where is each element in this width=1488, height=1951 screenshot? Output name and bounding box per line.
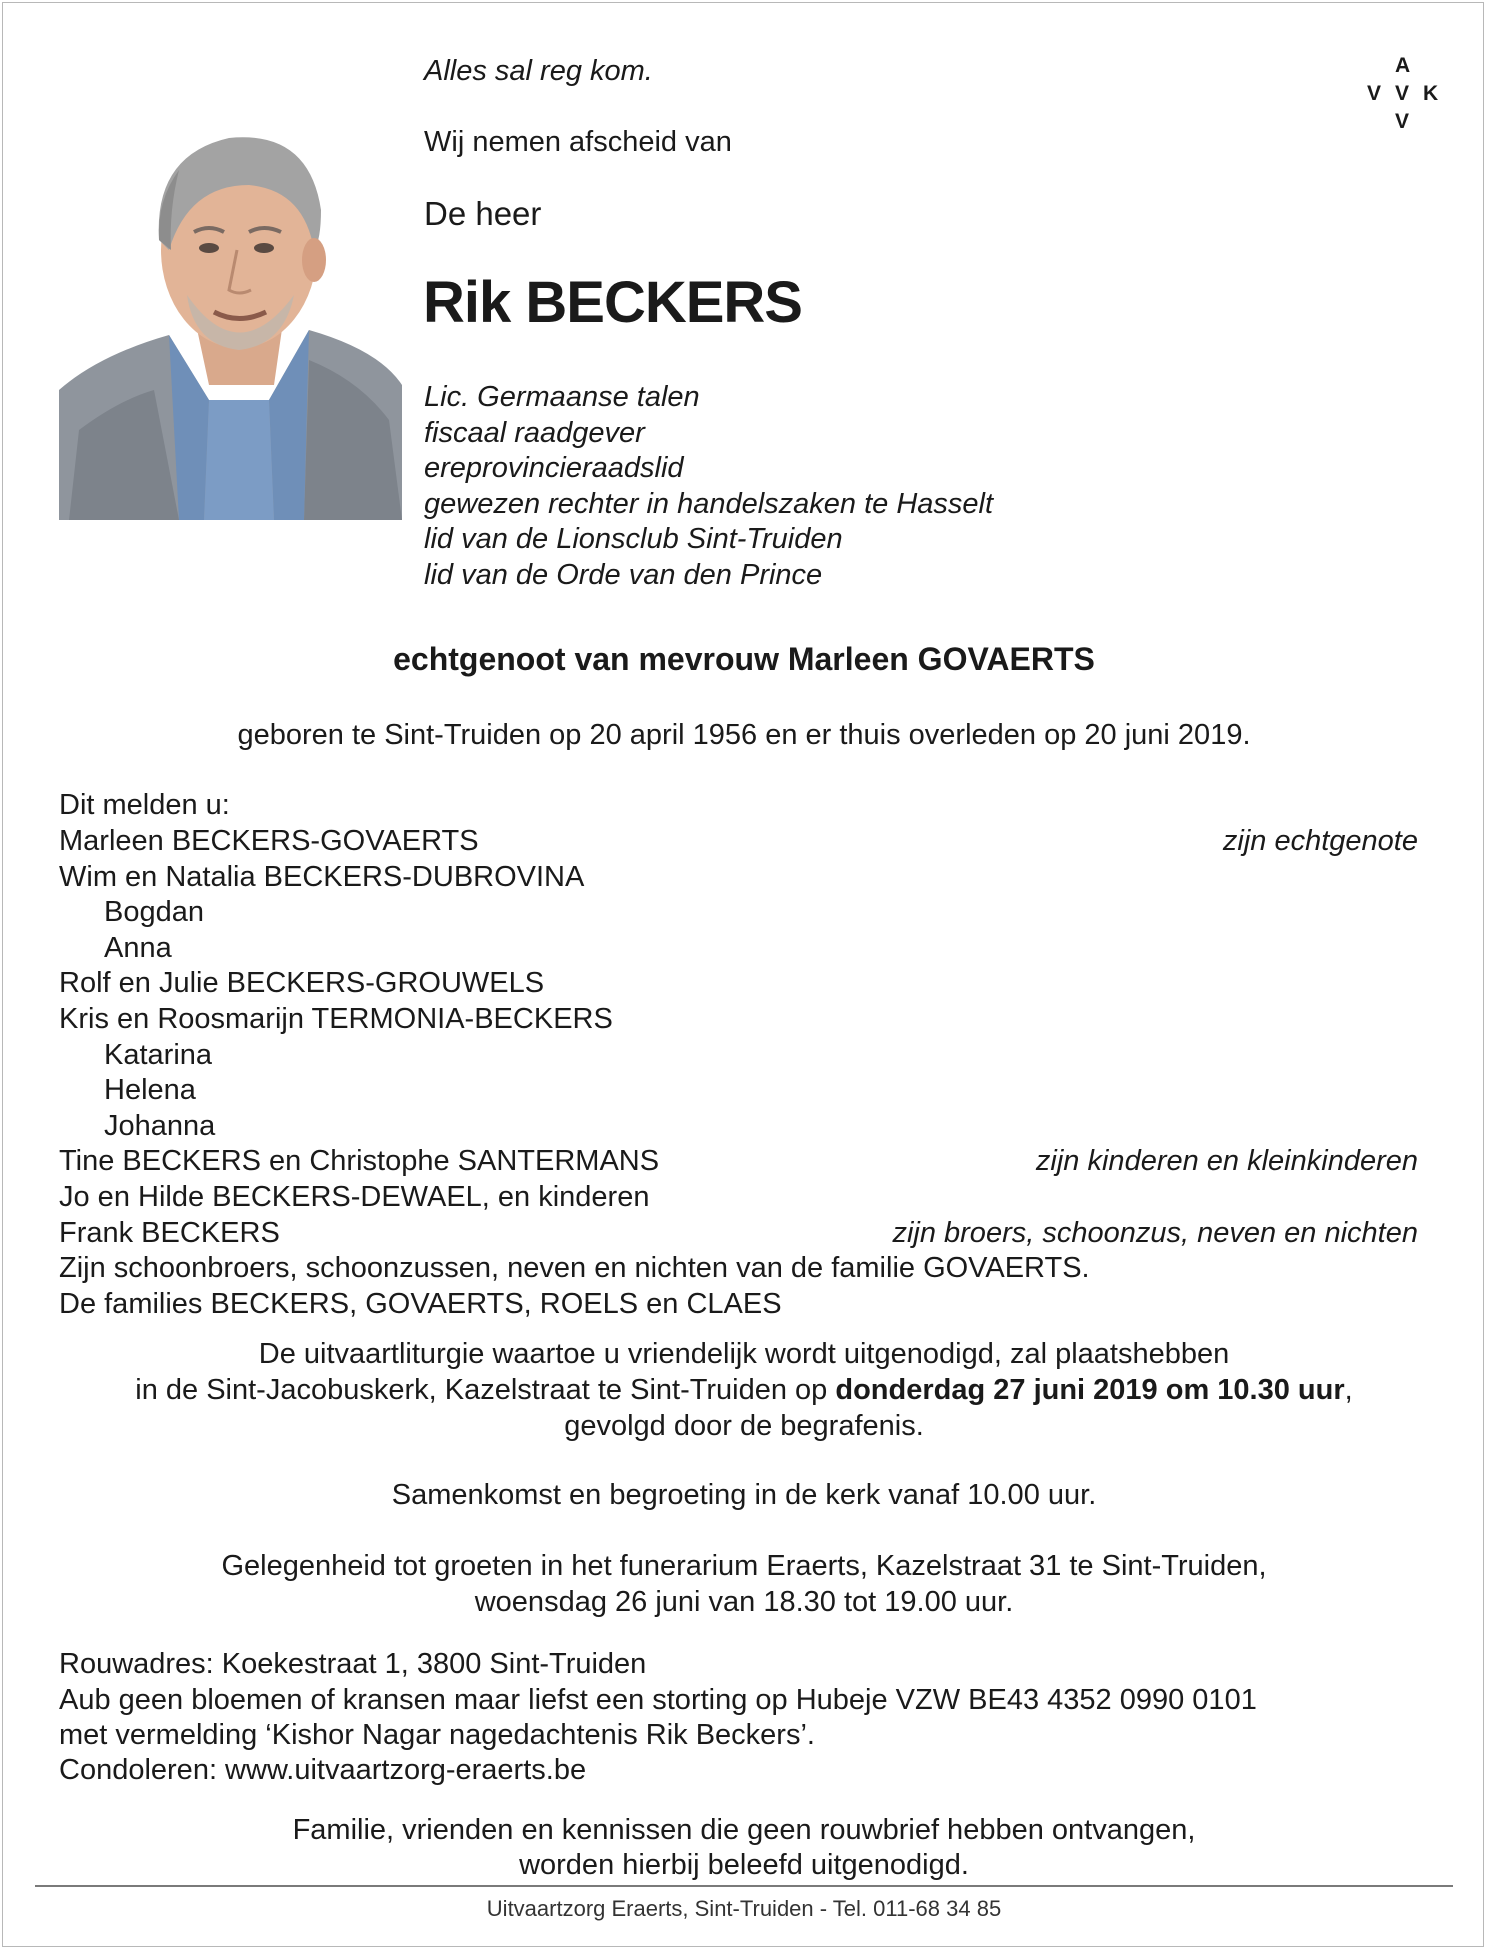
logo-letter: A	[1395, 54, 1411, 77]
closing-line-1: Familie, vrienden en kennissen die geen rouwbrief hebben ontvangen,	[292, 1814, 1196, 1846]
intro-text: Wij nemen afscheid van	[424, 126, 732, 158]
announcer-name: Frank BECKERS	[59, 1217, 280, 1249]
title-item: fiscaal raadgever	[424, 416, 645, 449]
visitation-line-1: Gelegenheid tot groeten in het funerarium Eraerts, Kazelstraat 31 te Sint-Truiden,	[221, 1550, 1267, 1582]
announcer-name: Zijn schoonbroers, schoonzussen, neven en nichten van de familie GOVAERTS.	[59, 1252, 1090, 1284]
birth-death-line: geboren te Sint-Truiden op 20 april 1956 en er thuis overleden op 20 juni 2019.	[237, 719, 1251, 751]
donation-line-1: Aub geen bloemen of kransen maar liefst een storting op Hubeje VZW BE43 4352 0990 0101	[59, 1684, 1257, 1716]
title-item: lid van de Lionsclub Sint-Truiden	[424, 523, 843, 555]
announcer-name: De families BECKERS, GOVAERTS, ROELS en CLAES	[59, 1288, 782, 1320]
salutation: De heer	[424, 195, 542, 232]
deceased-name: Rik BECKERS	[423, 270, 802, 335]
funeral-line-1: De uitvaartliturgie waartoe u vriendelijk wordt uitgenodigd, zal plaatshebben	[258, 1338, 1230, 1370]
announcer-name: Wim en Natalia BECKERS-DUBROVINA	[59, 861, 585, 893]
closing-line-2: worden hierbij beleefd uitgenodigd.	[519, 1849, 969, 1881]
motto: Alles sal reg kom.	[424, 55, 653, 87]
mourning-address: Rouwadres: Koekestraat 1, 3800 Sint-Truiden	[59, 1648, 647, 1680]
announcer-relation: zijn echtgenote	[1222, 825, 1418, 857]
titles-list	[424, 380, 993, 593]
title-item: Lic. Germaanse talen	[424, 381, 700, 413]
announcer-relation: zijn kinderen en kleinkinderen	[1035, 1145, 1418, 1177]
announcer-name: Bogdan	[104, 896, 204, 928]
donation-line-2: met vermelding ‘Kishor Nagar nagedachtenis Rik Beckers’.	[59, 1719, 815, 1751]
logo-letter: V	[1395, 82, 1410, 105]
portrait-photo	[59, 100, 402, 520]
announcer-name: Marleen BECKERS-GOVAERTS	[59, 825, 479, 857]
title-item: gewezen rechter in handelszaken te Hasselt	[424, 487, 994, 520]
announcer-name: Katarina	[104, 1039, 213, 1071]
announcer-name: Rolf en Julie BECKERS-GROUWELS	[59, 967, 545, 999]
vvk-logo	[1363, 54, 1443, 136]
logo-letter: V	[1395, 110, 1410, 133]
title-item: ereprovincieraadslid	[424, 452, 684, 484]
footer-divider	[35, 1885, 1453, 1887]
announcer-name: Kris en Roosmarijn TERMONIA-BECKERS	[59, 1003, 613, 1035]
title-item: lid van de Orde van den Prince	[424, 558, 823, 591]
footer-text: Uitvaartzorg Eraerts, Sint-Truiden - Tel. 011-68 34 85	[486, 1896, 1002, 1921]
funeral-location: in de Sint-Jacobuskerk, Kazelstraat te Sint-Truiden op	[135, 1374, 836, 1406]
funeral-punctuation: ,	[1344, 1374, 1353, 1406]
announcer-name: Tine BECKERS en Christophe SANTERMANS	[59, 1145, 660, 1177]
announcer-relation: zijn broers, schoonzus, neven en nichten	[892, 1217, 1418, 1249]
announcer-name: Anna	[104, 932, 172, 964]
funeral-line-2	[0, 1372, 1488, 1408]
announcer-name: Jo en Hilde BECKERS-DEWAEL, en kinderen	[59, 1181, 650, 1213]
condolences-link[interactable]: Condoleren: www.uitvaartzorg-eraerts.be	[59, 1754, 587, 1786]
visitation-line-2: woensdag 26 juni van 18.30 tot 19.00 uur.	[474, 1586, 1014, 1618]
logo-letter: K	[1423, 82, 1439, 105]
logo-letter: V	[1367, 82, 1382, 105]
funeral-date-time: donderdag 27 juni 2019 om 10.30 uur	[835, 1374, 1345, 1406]
announcer-name: Johanna	[104, 1110, 216, 1142]
announcer-name: Helena	[104, 1074, 196, 1106]
funeral-line-3: gevolgd door de begrafenis.	[564, 1410, 924, 1442]
spouse-line: echtgenoot van mevrouw Marleen GOVAERTS	[393, 641, 1095, 677]
announcers-heading: Dit melden u:	[59, 789, 230, 821]
gathering-line: Samenkomst en begroeting in de kerk vanaf 10.00 uur.	[391, 1479, 1097, 1511]
